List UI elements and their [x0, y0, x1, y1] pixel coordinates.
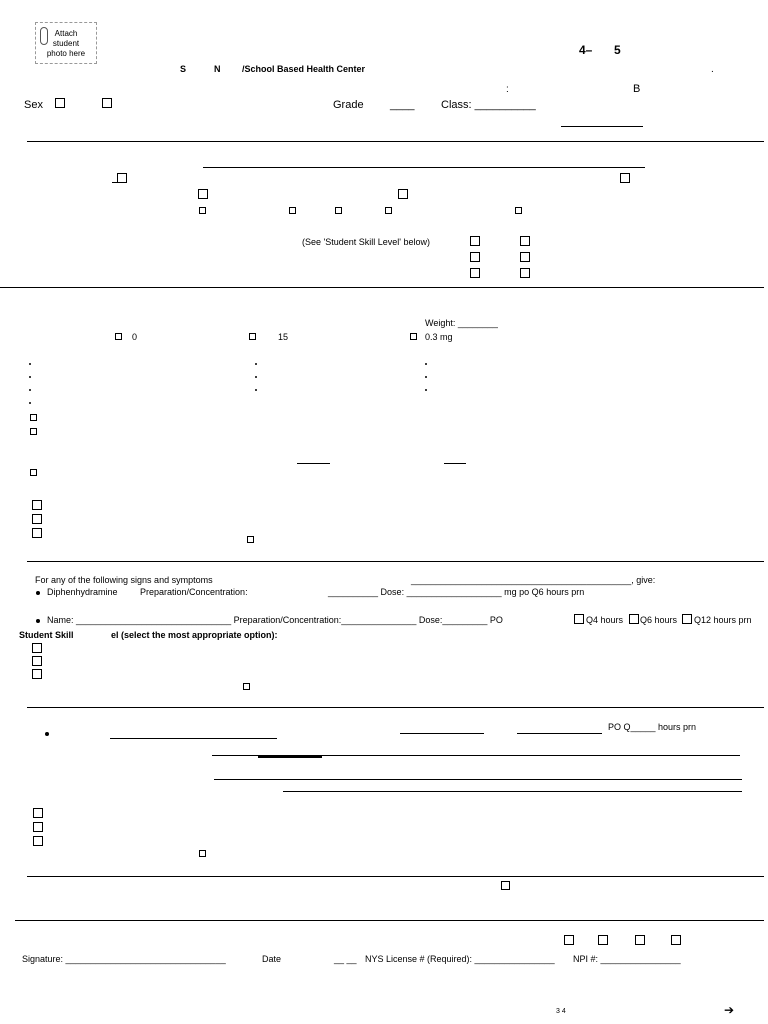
weight-field[interactable]: Weight: ________	[425, 318, 498, 328]
other-skill-checkbox-2[interactable]	[33, 822, 43, 832]
instruction-line-3[interactable]	[283, 791, 742, 792]
section-divider-2	[0, 287, 764, 288]
date-field[interactable]: __ __	[334, 954, 357, 964]
other-antihistamine-line[interactable]: Name: _______________________________ Preparation/Concentration:_______________ Dose:_________ PO	[47, 615, 503, 625]
provider-checkbox-3[interactable]	[635, 935, 645, 945]
photo-label-1: Attach	[54, 29, 78, 38]
q4-checkbox[interactable]	[574, 614, 584, 624]
other-skill-checkbox-3[interactable]	[33, 836, 43, 846]
bullet-dot	[255, 363, 257, 365]
po-q-hours[interactable]: PO Q_____ hours prn	[608, 722, 697, 732]
student-skill-checkbox-3[interactable]	[32, 669, 42, 679]
year-start: 4–	[579, 43, 593, 57]
bullet-dot	[255, 376, 257, 378]
checkbox-e[interactable]	[199, 207, 206, 214]
checkbox-c[interactable]	[198, 189, 208, 199]
section-divider-1	[27, 141, 764, 142]
header-n: N	[214, 64, 221, 74]
dose-option-15-label: 15	[278, 332, 289, 342]
header-s: S	[180, 64, 187, 74]
bullet-dot	[425, 376, 427, 378]
header-colon: :	[506, 84, 509, 95]
bullet-dot	[29, 376, 31, 378]
signs-symptoms-intro: For any of the following signs and symptoms	[35, 575, 213, 585]
bullet-dot	[29, 402, 31, 404]
photo-label-2: student	[52, 39, 80, 48]
skill-checkbox-1b[interactable]	[520, 236, 530, 246]
symptom-checkbox-3[interactable]	[30, 469, 37, 476]
checkbox-a[interactable]	[117, 173, 127, 183]
small-checkbox-emergency[interactable]	[247, 536, 254, 543]
photo-label-3: photo here	[46, 49, 86, 58]
blank-line-b[interactable]	[444, 463, 466, 464]
section-divider-4	[27, 707, 764, 708]
diphen-dose-line[interactable]: __________ Dose: ___________________ mg po Q6 hours prn	[328, 587, 585, 597]
grade-label: Grade	[333, 99, 364, 111]
med-prep-line[interactable]	[400, 733, 484, 734]
sex-label: Sex	[24, 99, 43, 111]
instruction-line-emphasis	[258, 756, 322, 758]
next-arrow-icon[interactable]: ➔	[724, 1003, 735, 1017]
q12-label: Q12 hours prn	[694, 615, 752, 625]
header-b: B	[633, 83, 641, 95]
student-photo-placeholder[interactable]	[35, 22, 97, 64]
npi-field[interactable]: NPI #: ________________	[573, 954, 681, 964]
provider-checkbox-2[interactable]	[598, 935, 608, 945]
diphenhydramine-label: Diphenhydramine	[47, 587, 118, 597]
section-divider-6	[15, 920, 764, 921]
skill-checkbox-3a[interactable]	[470, 268, 480, 278]
class-field[interactable]: Class: __________	[441, 99, 536, 111]
year-end: 5	[614, 43, 621, 57]
allergy-blank-line[interactable]	[203, 167, 645, 168]
student-skill-checkbox-1[interactable]	[32, 643, 42, 653]
student-skill-heading-b: el (select the most appropriate option):	[111, 630, 278, 640]
dose-option-15-checkbox[interactable]	[249, 333, 256, 340]
checkbox-b[interactable]	[620, 173, 630, 183]
bullet-dot	[425, 363, 427, 365]
header-blank-line[interactable]	[561, 126, 643, 127]
q4-label: Q4 hours	[586, 615, 624, 625]
blank-line-a[interactable]	[297, 463, 330, 464]
section-divider-5	[27, 876, 764, 877]
school-based-health-center: /School Based Health Center	[242, 64, 366, 74]
bullet-dot	[425, 389, 427, 391]
skill-option-checkbox-3[interactable]	[32, 528, 42, 538]
header-period: .	[711, 64, 714, 75]
skill-level-note: (See 'Student Skill Level' below)	[302, 237, 431, 247]
dose-option-03-checkbox[interactable]	[410, 333, 417, 340]
bullet	[45, 732, 49, 736]
med-dose-line[interactable]	[517, 733, 602, 734]
symptoms-give-line[interactable]: ____________________________________________, give:	[411, 575, 656, 585]
provider-checkbox-1[interactable]	[564, 935, 574, 945]
checkbox-g[interactable]	[335, 207, 342, 214]
signature-field[interactable]: Signature: ________________________________	[22, 954, 226, 964]
dose-option-0-checkbox[interactable]	[115, 333, 122, 340]
checkbox-h[interactable]	[385, 207, 392, 214]
skill-checkbox-2a[interactable]	[470, 252, 480, 262]
skill-option-checkbox-2[interactable]	[32, 514, 42, 524]
checkbox-i[interactable]	[515, 207, 522, 214]
dose-option-03-label: 0.3 mg	[425, 332, 453, 342]
paperclip-icon	[40, 27, 48, 45]
student-skill-checkbox-2[interactable]	[32, 656, 42, 666]
section-divider-3	[27, 561, 764, 562]
small-checkbox-other[interactable]	[199, 850, 206, 857]
symptom-checkbox-1[interactable]	[30, 414, 37, 421]
student-skill-heading-a: Student Skill	[19, 630, 74, 640]
date-label: Date	[262, 954, 282, 964]
bullet	[36, 619, 40, 623]
small-checkbox-antihistamine[interactable]	[243, 683, 250, 690]
sex-checkbox-1[interactable]	[55, 98, 65, 108]
skill-checkbox-3b[interactable]	[520, 268, 530, 278]
checkbox-additional[interactable]	[501, 881, 510, 890]
bullet-dot	[29, 363, 31, 365]
grade-field[interactable]: ____	[390, 99, 415, 111]
checkbox-f[interactable]	[289, 207, 296, 214]
other-skill-checkbox-1[interactable]	[33, 808, 43, 818]
med-name-line[interactable]	[110, 738, 277, 739]
q12-checkbox[interactable]	[682, 614, 692, 624]
symptom-checkbox-2[interactable]	[30, 428, 37, 435]
bullet-dot	[29, 389, 31, 391]
provider-checkbox-4[interactable]	[671, 935, 681, 945]
skill-option-checkbox-1[interactable]	[32, 500, 42, 510]
diphen-prep-label: Preparation/Concentration:	[140, 587, 248, 597]
license-field[interactable]: NYS License # (Required): ________________	[365, 954, 555, 964]
q6-checkbox[interactable]	[629, 614, 639, 624]
bullet-dot	[255, 389, 257, 391]
q6-label: Q6 hours	[640, 615, 678, 625]
sex-checkbox-2[interactable]	[102, 98, 112, 108]
skill-checkbox-2b[interactable]	[520, 252, 530, 262]
checkbox-d[interactable]	[398, 189, 408, 199]
dose-option-0-label: 0	[132, 332, 138, 342]
bullet	[36, 591, 40, 595]
instruction-line-2[interactable]	[214, 779, 742, 780]
page-number: 3 4	[556, 1008, 566, 1015]
skill-checkbox-1a[interactable]	[470, 236, 480, 246]
